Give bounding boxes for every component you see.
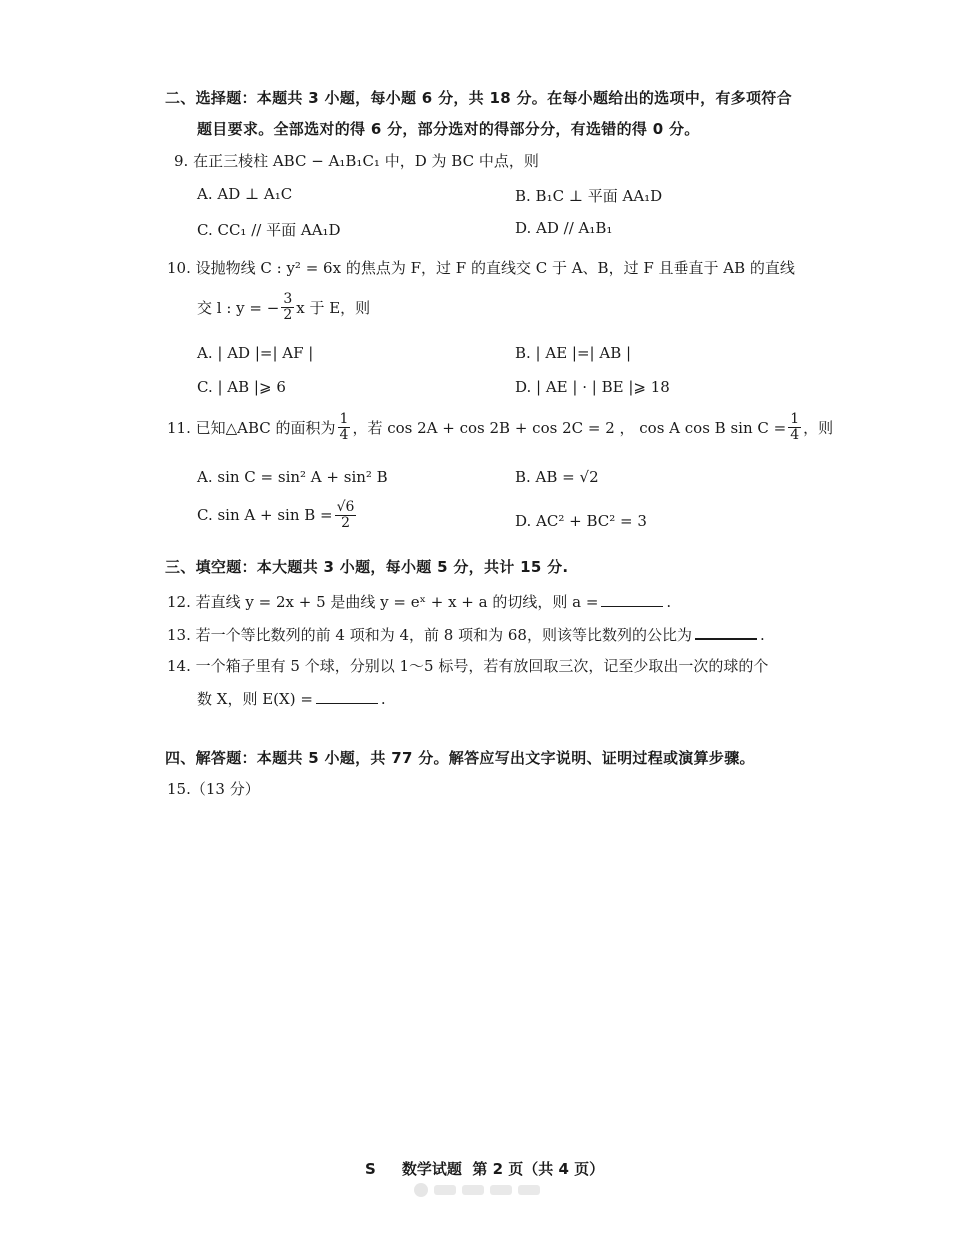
q9-option-c: C. CC₁ // 平面 AA₁D [197,221,341,239]
q11-fraction-area-den: 4 [339,426,349,443]
q10-line2-pre: 交 l : y = − [197,298,280,317]
q15-heading: 15.（13 分） [167,780,260,798]
q12-answer-blank[interactable] [601,594,663,607]
section2-heading-line1: 二、选择题：本题共 3 小题，每小题 6 分，共 18 分。在每小题给出的选项中，有多项符合 [165,89,792,107]
q13-post: . [759,626,765,644]
q10-stem: 10. 设抛物线 C : y² = 6x 的焦点为 F，过 F 的直线交 C 于 A、B，过 F 且垂直于 AB 的直线 [167,259,795,277]
q11-stem-post: ，则 [803,418,834,437]
q11-option-c-den: 2 [341,514,350,531]
q11-option-c-pre: C. sin A + sin B = [197,506,333,525]
q14-post: . [380,690,386,708]
q11-stem [167,412,833,442]
section3-heading: 三、填空题：本大题共 3 小题，每小题 5 分，共计 15 分. [165,558,569,576]
q10-option-d: D. | AE | · | BE |⩾ 18 [515,378,670,396]
q11-fraction-area [338,412,351,442]
q9-option-a: A. AD ⊥ A₁C [197,185,293,203]
q14-line1: 14. 一个箱子里有 5 个球，分别以 1～5 标号，若有放回取三次，记至少取出一次的球的个 [167,657,769,675]
q12-post: . [666,593,672,611]
q11-stem-pre: 11. 已知△ABC 的面积为 [167,418,336,437]
q11-option-a: A. sin C = sin² A + sin² B [197,468,388,486]
q12-text: 12. 若直线 y = 2x + 5 是曲线 y = eˣ + x + a 的切线，则 a = [167,593,599,611]
watermark-logo-icon [414,1183,428,1197]
q13 [167,624,765,645]
q11-fraction-area-num: 1 [339,411,349,427]
q9-option-b: B. B₁C ⊥ 平面 AA₁D [515,187,663,205]
watermark-text-block [434,1185,456,1195]
page-footer: S 数学试题 第 2 页（共 4 页） [365,1160,605,1178]
watermark [414,1183,564,1197]
watermark-text-block [518,1185,540,1195]
q11-stem-mid: ，若 cos 2A + cos 2B + cos 2C = 2 ， cos A cos B sin C = [352,418,787,437]
q11-fraction-product [788,412,801,442]
q9-stem: 9. 在正三棱柱 ABC − A₁B₁C₁ 中，D 为 BC 中点，则 [174,152,539,170]
q13-answer-blank[interactable] [695,626,757,640]
q14-answer-blank[interactable] [316,691,378,704]
q10-line2-post: x 于 E，则 [296,298,371,317]
watermark-text-block [462,1185,484,1195]
watermark-text-block [490,1185,512,1195]
q11-option-d: D. AC² + BC² = 3 [515,512,647,530]
q14-line2 [197,688,386,709]
q10-fraction-den: 2 [283,306,293,323]
q14-line2-text: 数 X，则 E(X) = [197,690,313,708]
q11-fraction-product-den: 4 [790,426,800,443]
section4-heading: 四、解答题：本题共 5 小题，共 77 分。解答应写出文字说明、证明过程或演算步骤。 [165,749,755,767]
section2-heading-line2: 题目要求。全部选对的得 6 分，部分选对的得部分分，有选错的得 0 分。 [197,120,700,138]
q10-fraction-num: 3 [283,291,293,307]
q9-option-d: D. AD // A₁B₁ [515,219,613,237]
q11-fraction-product-num: 1 [790,411,800,427]
q10-line2 [197,292,370,322]
q13-text: 13. 若一个等比数列的前 4 项和为 4，前 8 项和为 68，则该等比数列的公比为 [167,626,692,644]
q10-option-b: B. | AE |=| AB | [515,344,632,362]
q10-fraction [281,292,294,322]
q11-option-c-num: √6 [336,499,355,515]
q11-option-c-fraction [335,500,357,530]
q12 [167,591,671,612]
q10-option-a: A. | AD |=| AF | [197,344,314,362]
q10-option-c: C. | AB |⩾ 6 [197,378,286,396]
q11-option-c [197,500,358,530]
q11-option-b: B. AB = √2 [515,468,599,486]
